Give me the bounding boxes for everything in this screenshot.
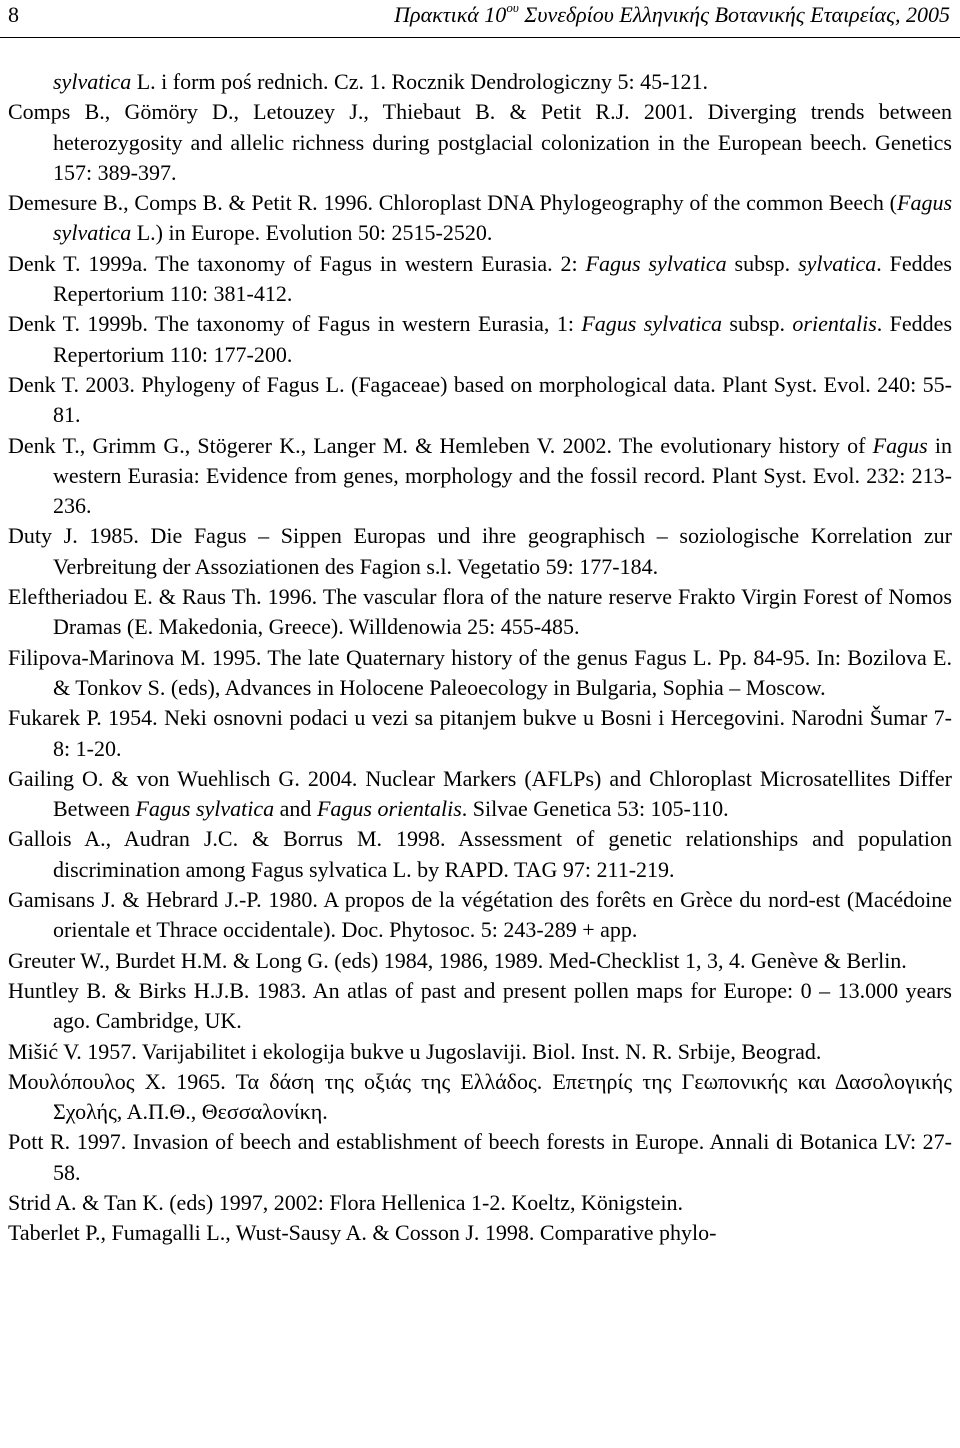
running-title bbox=[394, 2, 950, 28]
reference-entry bbox=[8, 1127, 952, 1188]
reference-entry bbox=[8, 764, 952, 825]
reference-entry bbox=[8, 946, 952, 976]
reference-entry bbox=[8, 188, 952, 249]
page-header bbox=[0, 0, 960, 40]
reference-entry bbox=[8, 1218, 952, 1248]
reference-text: Mišić V. 1957. Varijabilitet i ekologija bukve u Jugoslaviji. Biol. Inst. N. R. Srbije, Beograd. bbox=[8, 1038, 822, 1064]
reference-text: . Feddes Repertorium 110: 381-412. bbox=[53, 250, 952, 307]
reference-italic-text: sylvatica bbox=[53, 69, 132, 94]
reference-italic-text: sylvatica bbox=[798, 250, 877, 276]
reference-italic-text: Fagus sylvatica bbox=[135, 796, 275, 822]
reference-text: . Silvae Genetica 53: 105-110. bbox=[461, 796, 729, 822]
reference-text: Huntley B. & Birks H.J.B. 1983. An atlas of past and present pollen maps for Europe: 0 – 13.000 years ago. Cambridge, UK. bbox=[8, 977, 952, 1034]
reference-entry bbox=[8, 703, 952, 764]
running-title-part: Πρακτικά 10 bbox=[394, 2, 507, 27]
reference-text: Pott R. 1997. Invasion of beech and establishment of beech forests in Europe. Annali di Botanica LV: 27-58. bbox=[8, 1129, 952, 1185]
reference-text: and bbox=[274, 796, 317, 822]
reference-entry bbox=[8, 1188, 952, 1218]
reference-list bbox=[8, 67, 952, 1249]
reference-text: . Feddes Repertorium 110: 177-200. bbox=[53, 311, 953, 367]
reference-text: Gamisans J. & Hebrard J.-P. 1980. A propos de la végétation des forêts en Grèce du nord-est (Macédoine orientale et Thrace occidentale). Doc. Phytosoc. 5: 243-289 + app. bbox=[8, 887, 952, 943]
reference-entry bbox=[8, 521, 952, 582]
reference-text: Denk T. 1999a. The taxonomy of Fagus in western Eurasia. 2: bbox=[8, 250, 586, 276]
page-number: 8 bbox=[8, 2, 19, 27]
reference-text: Strid A. & Tan K. (eds) 1997, 2002: Flora Hellenica 1-2. Koeltz, Königstein. bbox=[8, 1189, 684, 1215]
reference-text: Denk T. 2003. Phylogeny of Fagus L. (Fagaceae) based on morphological data. Plant Syst. Evol. 240: 55-81. bbox=[8, 371, 952, 428]
reference-entry bbox=[8, 309, 952, 370]
reference-text: Filipova-Marinova M. 1995. The late Quaternary history of the genus Fagus L. Pp. 84-95. In: Bozilova E. & Tonkov S. (eds), Advances in Holocene Paleoecology in Bulgaria, Sophia – Moscow. bbox=[8, 644, 952, 700]
reference-entry bbox=[8, 582, 952, 643]
reference-italic-text: Fagus bbox=[872, 432, 928, 458]
reference-italic-text: Fagus sylvatica bbox=[581, 311, 722, 337]
reference-text: in western Eurasia: Evidence from genes, morphology and the fossil record. Plant Syst. Evol. 232: 213-236. bbox=[53, 432, 952, 519]
reference-italic-text: Fagus sylvatica bbox=[53, 190, 952, 246]
reference-text: Μουλόπουλος Χ. 1965. Τα δάση της οξιάς της Ελλάδος. Επετηρίς της Γεωπονικής και Δασολογικής Σχολής, Α.Π.Θ., Θεσσαλονίκη. bbox=[8, 1068, 952, 1125]
reference-entry bbox=[8, 643, 952, 704]
reference-text: L.) in Europe. Evolution 50: 2515-2520. bbox=[131, 220, 493, 246]
reference-text: Fukarek P. 1954. Neki osnovni podaci u vezi sa pitanjem bukve u Bosni i Hercegovini. Narodni Šumar 7-8: 1-20. bbox=[8, 705, 952, 761]
reference-entry bbox=[8, 370, 952, 431]
running-title-part: Συνεδρίου Ελληνικής Βοτανικής Εταιρείας, 2005 bbox=[518, 2, 950, 27]
header-rule bbox=[0, 37, 960, 38]
reference-entry bbox=[8, 1067, 952, 1128]
reference-text: subsp. bbox=[726, 250, 799, 276]
reference-text: Denk T. 1999b. The taxonomy of Fagus in western Eurasia, 1: bbox=[8, 311, 582, 337]
reference-entry bbox=[8, 249, 952, 310]
running-title-superscript: ου bbox=[506, 0, 519, 15]
reference-text: Gallois A., Audran J.C. & Borrus M. 1998. Assessment of genetic relationships and population discrimination among Fagus sylvatica L. by RAPD. TAG 97: 211-219. bbox=[8, 826, 952, 882]
reference-entry bbox=[8, 885, 952, 946]
reference-entry bbox=[8, 431, 952, 522]
reference-entry bbox=[8, 97, 952, 188]
reference-entry bbox=[8, 976, 952, 1037]
reference-text: Demesure B., Comps B. & Petit R. 1996. Chloroplast DNA Phylogeography of the common Beech ( bbox=[8, 190, 897, 216]
reference-text: Taberlet P., Fumagalli L., Wust-Sausy A. & Cosson J. 1998. Comparative phylo- bbox=[8, 1220, 717, 1246]
reference-entry bbox=[8, 67, 952, 97]
reference-text: Comps B., Gömöry D., Letouzey J., Thiebaut B. & Petit R.J. 2001. Diverging trends between heterozygosity and allelic richness during postglacial colonization in the European beech. Genetics 157: 389-397. bbox=[8, 99, 952, 185]
reference-text: Greuter W., Burdet H.M. & Long G. (eds) 1984, 1986, 1989. Med-Checklist 1, 3, 4. Genève & Berlin. bbox=[8, 947, 907, 973]
reference-entry bbox=[8, 824, 952, 885]
reference-entry bbox=[8, 1037, 952, 1067]
reference-italic-text: Fagus orientalis bbox=[316, 796, 462, 822]
reference-italic-text: Fagus sylvatica bbox=[585, 250, 727, 276]
reference-text: Gailing O. & von Wuehlisch G. 2004. Nuclear Markers (AFLPs) and Chloroplast Microsatellites Differ Between bbox=[8, 765, 952, 822]
reference-text: Eleftheriadou E. & Raus Th. 1996. The vascular flora of the nature reserve Frakto Virgin Forest of Nomos Dramas (E. Makedonia, Greece). Willdenowia 25: 455-485. bbox=[8, 584, 952, 640]
reference-italic-text: orientalis bbox=[792, 311, 877, 337]
reference-text: Denk T., Grimm G., Stögerer K., Langer M. & Hemleben V. 2002. The evolutionary history of bbox=[8, 432, 873, 458]
reference-text: L. i form poś rednich. Cz. 1. Rocznik Dendrologiczny 5: 45-121. bbox=[131, 69, 708, 94]
reference-text: Duty J. 1985. Die Fagus – Sippen Europas und ihre geographisch – soziologische Korrelation zur Verbreitung der Assoziationen des Fagion s.l. Vegetatio 59: 177-184. bbox=[8, 523, 952, 579]
reference-text: subsp. bbox=[721, 311, 793, 337]
